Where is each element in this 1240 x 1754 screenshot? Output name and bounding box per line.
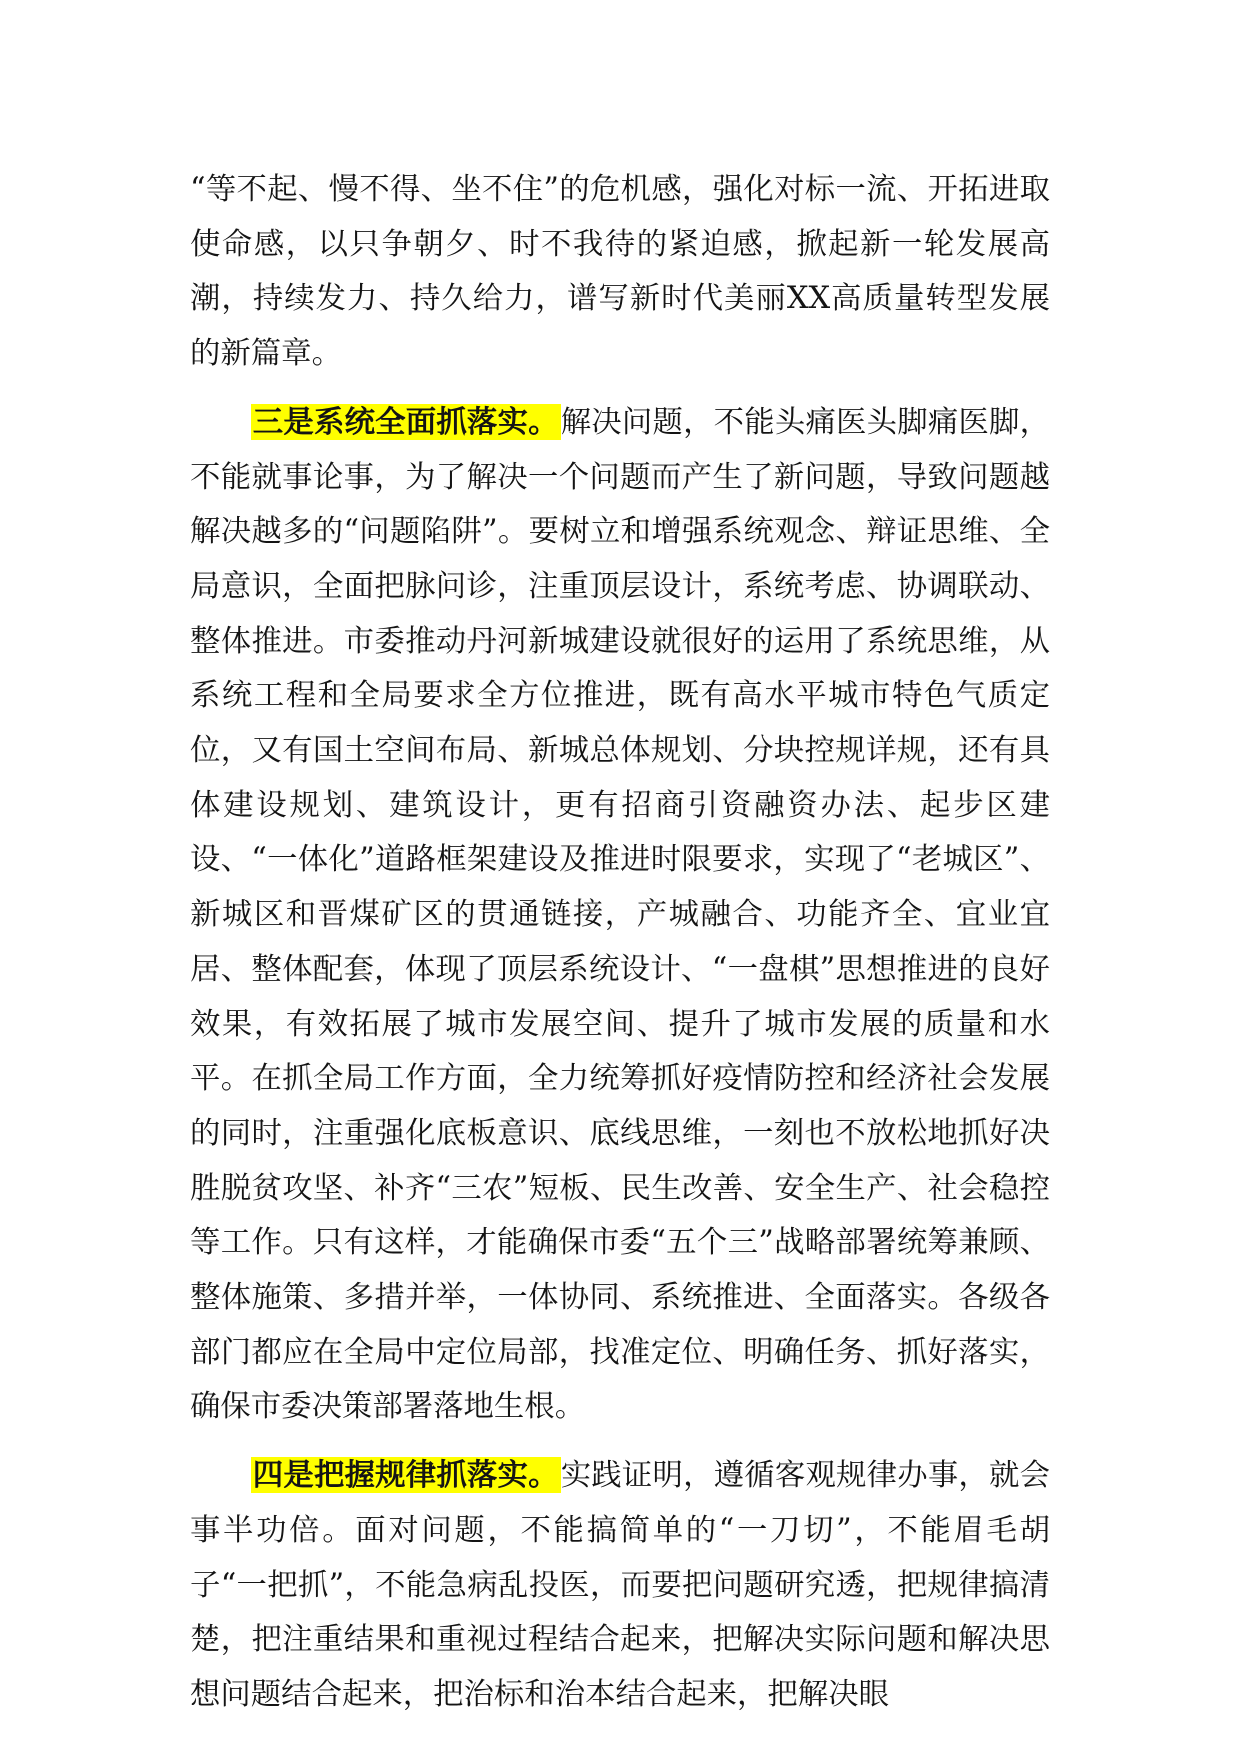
paragraph-three [190, 395, 1050, 1435]
paragraph-text: 实践证明，遵循客观规律办事，就会事半功倍。面对问题，不能搞简单的“一刀切”，不能眉毛胡子“一把抓”，不能急病乱投医，而要把问题研究透，把规律搞清楚，把注重结果和重视过程结合起来，把解决实际问题和解决思想问题结合起来，把治标和治本结合起来，把解决眼 [190, 1458, 1050, 1712]
paragraph-text: 解决问题，不能头痛医头脚痛医脚，不能就事论事，为了解决一个问题而产生了新问题，导致问题越解决越多的“问题陷阱”。要树立和增强系统观念、辩证思维、全局意识，全面把脉问诊，注重顶层设计，系统考虑、协调联动、整体推进。市委推动丹河新城建设就很好的运用了系统思维，从系统工程和全局要求全方位推进，既有高水平城市特色气质定位，又有国土空间布局、新城总体规划、分块控规详规，还有具体建设规划、建筑设计，更有招商引资融资办法、起步区建设、“一体化”道路框架建设及推进时限要求，实现了“老城区”、新城区和晋煤矿区的贯通链接，产城融合、功能齐全、宜业宜居、整体配套，体现了顶层系统设计、“一盘棋”思想推进的良好效果，有效拓展了城市发展空间、提升了城市发展的质量和水平。在抓全局工作方面，全力统筹抓好疫情防控和经济社会发展的同时，注重强化底板意识、底线思维，一刻也不放松地抓好决胜脱贫攻坚、补齐“三农”短板、民生改善、安全生产、社会稳控等工作。只有这样，才能确保市委“五个三”战略部署统筹兼顾、整体施策、多措并举，一体协同、系统推进、全面落实。各级各部门都应在全局中定位局部，找准定位、明确任务、抓好落实，确保市委决策部署落地生根。 [190, 404, 1050, 1425]
highlighted-heading: 四是把握规律抓落实。 [252, 1457, 559, 1494]
paragraph-continuation [190, 163, 1050, 382]
paragraph-four [190, 1448, 1050, 1723]
document-body [190, 163, 1050, 1736]
paragraph-text: “等不起、慢不得、坐不住”的危机感，强化对标一流、开拓进取使命感，以只争朝夕、时不我待的紧迫感，掀起新一轮发展高潮，持续发力、持久给力，谱写新时代美丽XX高质量转型发展的新篇章。 [190, 172, 1050, 372]
highlighted-heading: 三是系统全面抓落实。 [252, 403, 559, 440]
